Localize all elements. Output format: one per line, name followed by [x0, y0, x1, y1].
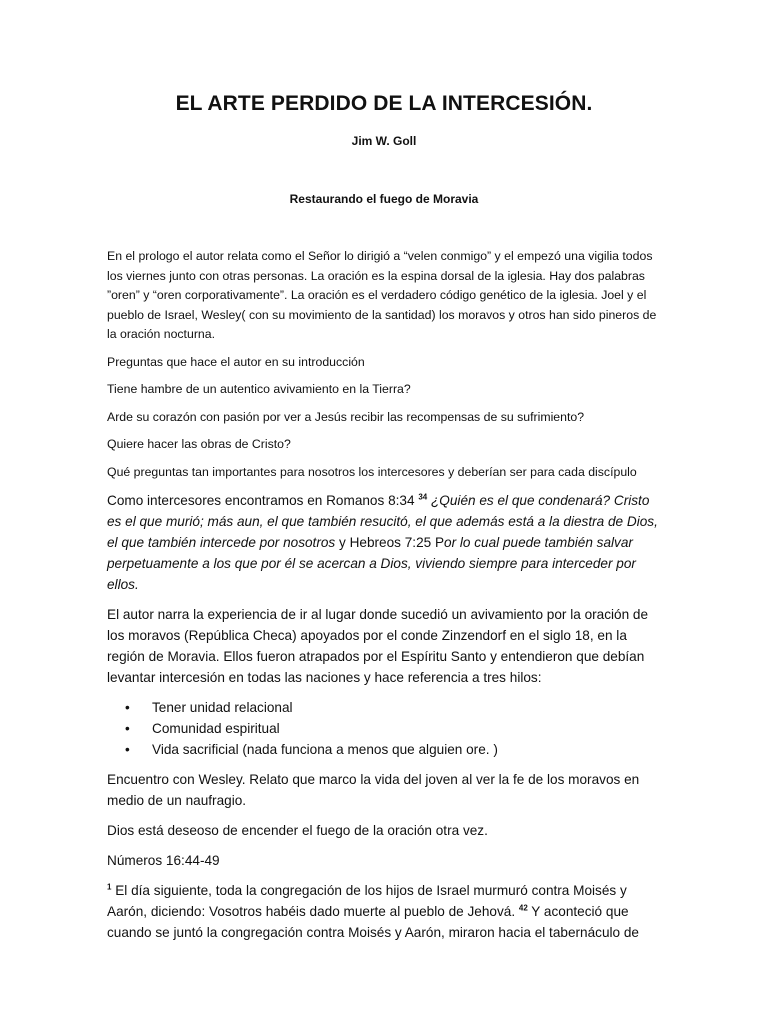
romans-lead: Como intercesores encontramos en Romanos 8:34 — [107, 493, 419, 508]
list-item: • Tener unidad relacional — [107, 697, 660, 718]
wesley-paragraph: Encuentro con Wesley. Relato que marco la vida del joven al ver la fe de los moravos en medio de un naufragio. — [107, 772, 640, 808]
hebrews-quote: or lo cual puede también salvar perpetuamente a los que por él se acercan a Dios, viviendo siempre para interceder por ellos. — [107, 535, 636, 592]
question-1: Tiene hambre de un autentico avivamiento en la Tierra? — [107, 382, 411, 396]
list-item: • Vida sacrificial (nada funciona a menos que alguien ore. ) — [107, 739, 660, 760]
verse-number: 42 — [518, 903, 528, 913]
question-4: Qué preguntas tan importantes para nosotros los intercesores y deberían ser para cada discípulo — [107, 464, 637, 479]
questions-intro: Preguntas que hace el autor en su introducción — [107, 354, 365, 369]
fire-paragraph: Dios está deseoso de encender el fuego de la oración otra vez. — [107, 823, 488, 838]
verse-paragraph — [107, 880, 660, 943]
numbers-reference: Números 16:44-49 — [107, 853, 220, 868]
list-item: • Comunidad espiritual — [107, 718, 660, 739]
verse-text: El día siguiente, toda la congregación de los hijos de Israel murmuró contra Moisés y Aarón, diciendo: Vosotros habéis dado muerte al pueblo de Jehová. — [107, 883, 627, 919]
intro-paragraph: En el prologo el autor relata como el Señor lo dirigió a “velen conmigo” y el empezó una vigilia todos los viernes junto con otras personas. La oración es la espina dorsal de la iglesia. Hay dos palabras ”oren” y “oren corporativamente”. La oración es el verdadero código genético de la iglesia. Joel y el pueblo de Israel, Wesley( con su movimiento de la santidad) los moravos y otros han sido pineros de la oración nocturna. — [107, 249, 657, 341]
romans-paragraph — [107, 490, 660, 595]
bullet-icon: • — [125, 742, 130, 757]
verse-number: 1 — [107, 882, 112, 892]
document-subtitle: Restaurando el fuego de Moravia — [289, 192, 479, 206]
document-title: EL ARTE PERDIDO DE LA INTERCESIÓN. — [175, 92, 593, 115]
romans-quote: ¿Quién es el que condenará? Cristo es el que murió; más aun, el que también resucitó, el que además está a la diestra de Dios, el que también intercede por nosotros — [107, 493, 658, 550]
bullet-icon: • — [125, 721, 130, 736]
bullet-icon: • — [125, 700, 130, 715]
hebrews-reference: y Hebreos 7:25 P — [335, 535, 445, 550]
moravia-paragraph: El autor narra la experiencia de ir al lugar donde sucedió un avivamiento por la oración de los moravos (República Checa) apoyados por el conde Zinzendorf en el siglo 18, en la región de Moravia. Ellos fueron atrapados por el Espíritu Santo y entendieron que debían levantar intercesión en todas las naciones y hace referencia a tres hilos: — [107, 607, 649, 685]
verse-number: 34 — [418, 492, 428, 502]
threads-list — [107, 697, 660, 760]
question-2: Arde su corazón con pasión por ver a Jesús recibir las recompensas de su sufrimiento? — [107, 409, 585, 424]
question-3: Quiere hacer las obras de Cristo? — [107, 437, 291, 451]
verse-text: Y aconteció que cuando se juntó la congregación contra Moisés y Aarón, miraron hacia el tabernáculo de — [107, 904, 639, 940]
document-author: Jim W. Goll — [351, 134, 417, 148]
document-body — [107, 247, 660, 943]
